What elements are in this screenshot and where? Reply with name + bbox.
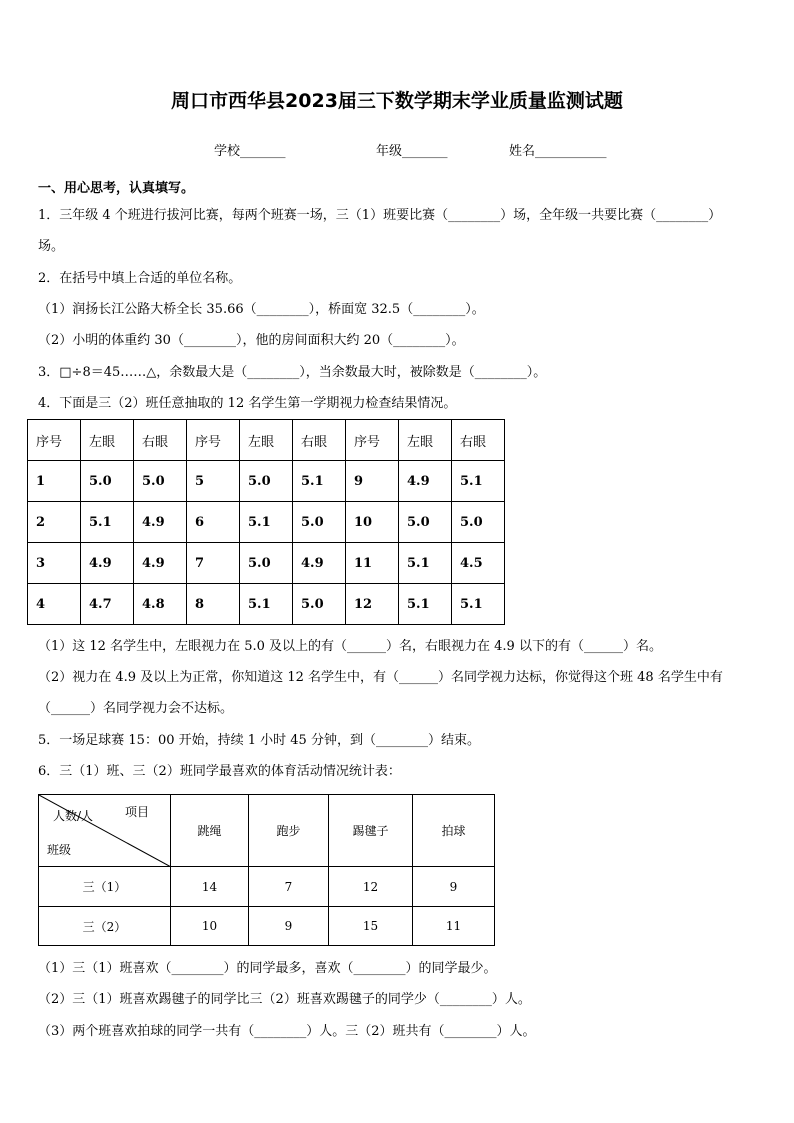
question-5: 5．一场足球赛 15：00 开始，持续 1 小时 45 分钟，到（________）结束。 (38, 733, 480, 748)
question-1-cont: 场。 (38, 239, 65, 254)
table-cell: 5.1 (452, 584, 505, 625)
table-row (28, 584, 505, 625)
table-cell: 7 (187, 543, 240, 584)
table-cell: 10 (171, 907, 249, 946)
corner-label-item: 项目 (125, 805, 150, 819)
table-cell: 14 (171, 867, 249, 907)
table-cell: 12 (329, 867, 413, 907)
question-4-2: （2）视力在 4.9 及以上为正常，你知道这 12 名学生中，有（______）名同学视力达标，你觉得这个班 48 名学生中有 (38, 670, 723, 685)
table-header: 右眼 (293, 420, 346, 461)
table-cell: 15 (329, 907, 413, 946)
table-header-row (28, 420, 505, 461)
table-header: 左眼 (81, 420, 134, 461)
table-row (39, 867, 495, 907)
table-cell: 5.0 (240, 543, 293, 584)
table-cell: 4.7 (81, 584, 134, 625)
table-cell: 11 (413, 907, 495, 946)
table-header: 序号 (346, 420, 399, 461)
table-header: 跑步 (249, 795, 329, 867)
table-cell: 5.1 (452, 461, 505, 502)
grade-field: 年级_______ (376, 144, 448, 159)
table-cell: 10 (346, 502, 399, 543)
table-cell: 5.1 (399, 584, 452, 625)
table-cell: 4.9 (134, 543, 187, 584)
table-cell: 5.0 (134, 461, 187, 502)
corner-label-class: 班级 (47, 843, 72, 857)
table-row (28, 461, 505, 502)
question-6-2: （2）三（1）班喜欢踢毽子的同学比三（2）班喜欢踢毽子的同学少（________）人。 (38, 992, 531, 1007)
question-2-1: （1）润扬长江公路大桥全长 35.66（________），桥面宽 32.5（________）。 (38, 302, 485, 317)
table-header: 左眼 (399, 420, 452, 461)
table-row (39, 907, 495, 946)
table-cell: 4.8 (134, 584, 187, 625)
table-cell: 5.0 (452, 502, 505, 543)
section-heading: 一、用心思考，认真填写。 (38, 181, 195, 196)
question-6-1: （1）三（1）班喜欢（________）的同学最多，喜欢（________）的同学最少。 (38, 961, 497, 976)
table-header: 右眼 (452, 420, 505, 461)
school-field: 学校_______ (214, 144, 286, 159)
table-cell: 5.0 (293, 584, 346, 625)
table-cell: 5.1 (240, 584, 293, 625)
table-cell: 5.0 (399, 502, 452, 543)
table-header: 踢毽子 (329, 795, 413, 867)
diagonal-header-cell (39, 795, 171, 867)
table-cell: 4.9 (81, 543, 134, 584)
table-cell: 三（1） (39, 867, 171, 907)
table-cell: 4.9 (399, 461, 452, 502)
table-cell: 11 (346, 543, 399, 584)
question-3: 3．□÷8＝45……△，余数最大是（________），当余数最大时，被除数是（________）。 (38, 365, 547, 380)
table-cell: 9 (249, 907, 329, 946)
table-cell: 5.1 (293, 461, 346, 502)
table-cell: 4 (28, 584, 81, 625)
vision-table (27, 419, 505, 625)
table-row (28, 502, 505, 543)
name-field: 姓名___________ (509, 144, 607, 159)
table-cell: 9 (346, 461, 399, 502)
table-cell: 6 (187, 502, 240, 543)
question-2-2: （2）小明的体重约 30（________），他的房间面积大约 20（________）。 (38, 333, 465, 348)
table-cell: 8 (187, 584, 240, 625)
table-cell: 三（2） (39, 907, 171, 946)
question-1: 1．三年级 4 个班进行拔河比赛，每两个班赛一场，三（1）班要比赛（________）场，全年级一共要比赛（________） (38, 208, 722, 223)
question-4-1: （1）这 12 名学生中，左眼视力在 5.0 及以上的有（______）名，右眼视力在 4.9 以下的有（______）名。 (38, 639, 662, 654)
table-row (28, 543, 505, 584)
table-cell: 5.0 (293, 502, 346, 543)
table-header: 序号 (187, 420, 240, 461)
table-cell: 2 (28, 502, 81, 543)
table-cell: 7 (249, 867, 329, 907)
question-4: 4．下面是三（2）班任意抽取的 12 名学生第一学期视力检查结果情况。 (38, 396, 457, 411)
table-header: 序号 (28, 420, 81, 461)
page-title: 周口市西华县2023届三下数学期末学业质量监测试题 (171, 90, 623, 112)
table-cell: 1 (28, 461, 81, 502)
table-header: 右眼 (134, 420, 187, 461)
question-2: 2．在括号中填上合适的单位名称。 (38, 271, 242, 286)
table-header: 左眼 (240, 420, 293, 461)
table-cell: 5.1 (399, 543, 452, 584)
table-cell: 9 (413, 867, 495, 907)
table-header: 拍球 (413, 795, 495, 867)
table-cell: 4.9 (134, 502, 187, 543)
question-4-2-cont: （______）名同学视力会不达标。 (38, 701, 234, 716)
question-6: 6．三（1）班、三（2）班同学最喜欢的体育活动情况统计表： (38, 764, 401, 779)
table-cell: 5.1 (240, 502, 293, 543)
table-cell: 5 (187, 461, 240, 502)
table-cell: 5.1 (81, 502, 134, 543)
table-header-row (39, 795, 495, 867)
sports-table (38, 794, 495, 946)
table-cell: 3 (28, 543, 81, 584)
table-cell: 4.5 (452, 543, 505, 584)
question-6-3: （3）两个班喜欢拍球的同学一共有（________）人。三（2）班共有（________）人。 (38, 1024, 536, 1039)
table-cell: 5.0 (81, 461, 134, 502)
table-cell: 5.0 (240, 461, 293, 502)
table-cell: 4.9 (293, 543, 346, 584)
corner-label-count: 人数/人 (53, 809, 94, 823)
table-cell: 12 (346, 584, 399, 625)
table-header: 跳绳 (171, 795, 249, 867)
